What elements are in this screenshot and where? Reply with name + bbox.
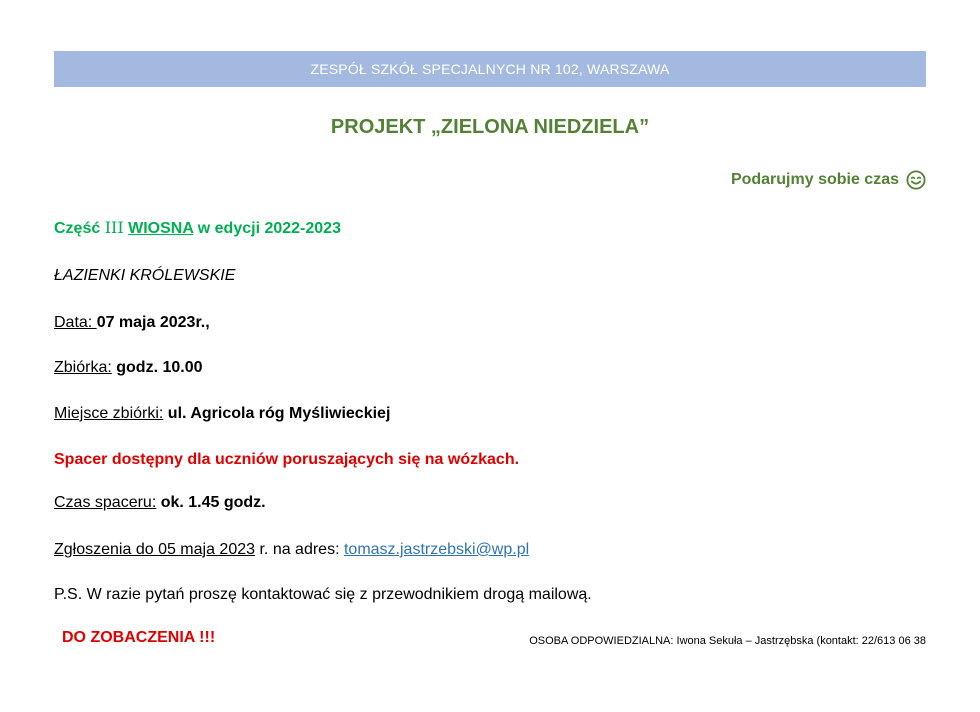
edition-roman-number: III bbox=[104, 218, 124, 237]
edition-season: WIOSNA bbox=[128, 220, 194, 237]
edition-suffix: w edycji 2022-2023 bbox=[193, 220, 341, 237]
farewell: DO ZOBACZENIA !!! bbox=[62, 629, 216, 646]
meeting-point-line bbox=[54, 405, 390, 423]
meeting-point-value: ul. Agricola róg Myśliwieckiej bbox=[163, 405, 391, 422]
motto-text: Podarujmy sobie czas bbox=[730, 171, 899, 188]
gathering-line bbox=[54, 359, 203, 377]
date-line bbox=[54, 314, 210, 332]
header-band bbox=[54, 51, 926, 87]
meeting-point-label: Miejsce zbiórki: bbox=[54, 405, 164, 422]
smiley-icon bbox=[906, 170, 926, 190]
place-name: ŁAZIENKI KRÓLEWSKIE bbox=[54, 267, 236, 284]
duration-label: Czas spaceru: bbox=[54, 494, 157, 511]
date-value: 07 maja 2023r., bbox=[96, 314, 210, 331]
project-title: PROJEKT „ZIELONA NIEDZIELA” bbox=[330, 116, 650, 138]
signup-line bbox=[54, 541, 529, 559]
date-label: Data: bbox=[54, 314, 97, 331]
duration-value: ok. 1.45 godz. bbox=[156, 494, 266, 511]
signup-deadline: Zgłoszenia do 05 maja 2023 bbox=[54, 541, 256, 558]
edition-line bbox=[54, 218, 341, 238]
signup-middle: r. na adres: bbox=[255, 541, 344, 558]
contact-person: OSOBA ODPOWIEDZIALNA: Iwona Sekuła – Jastrzębska (kontakt: 22/613 06 38 bbox=[529, 635, 926, 647]
motto bbox=[731, 170, 926, 190]
edition-prefix: Część bbox=[54, 220, 105, 237]
postscript: P.S. W razie pytań proszę kontaktować się z przewodnikiem drogą mailową. bbox=[54, 586, 592, 603]
gathering-label: Zbiórka: bbox=[54, 359, 112, 376]
gathering-value: godz. 10.00 bbox=[111, 359, 203, 376]
duration-line bbox=[54, 494, 266, 512]
email-link[interactable]: tomasz.jastrzebski@wp.pl bbox=[343, 541, 530, 558]
accessibility-note: Spacer dostępny dla uczniów poruszających się na wózkach. bbox=[54, 451, 520, 468]
school-name: ZESPÓŁ SZKÓŁ SPECJALNYCH NR 102, WARSZAWA bbox=[310, 61, 670, 77]
